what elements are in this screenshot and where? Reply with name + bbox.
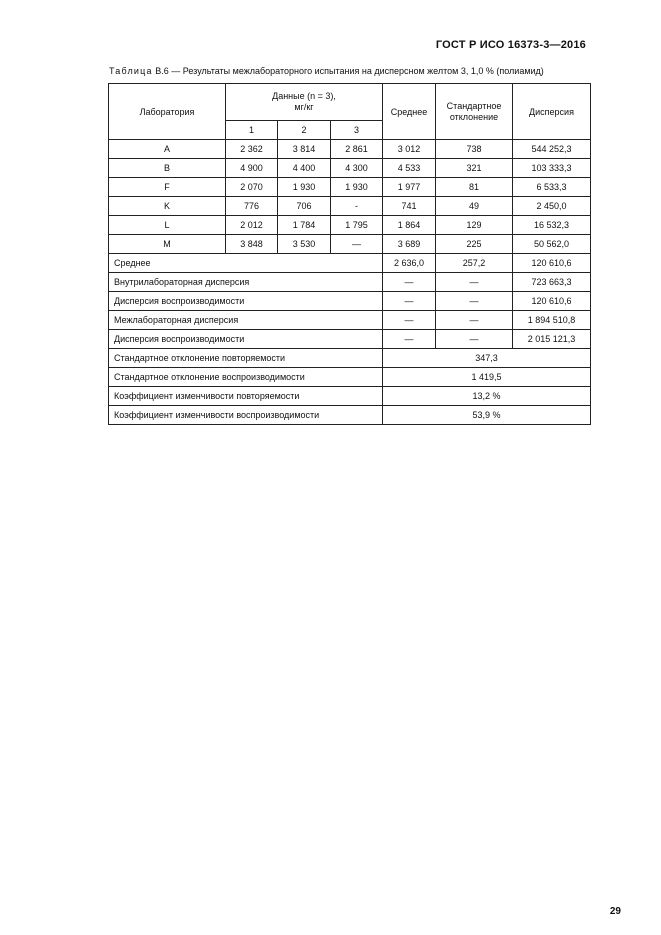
cell-mean: 3 012 — [383, 140, 436, 159]
header-std-line2: отклонение — [449, 111, 499, 122]
summary-row — [109, 292, 591, 311]
header-data-line1: Данные (n = 3), — [272, 91, 336, 101]
results-table — [108, 83, 591, 425]
cell-d1: 2 070 — [226, 178, 278, 197]
header-data — [226, 84, 383, 121]
summary-label: Межлабораторная дисперсия — [109, 311, 383, 330]
cell-sd: 129 — [436, 216, 513, 235]
header-sub-1: 1 — [226, 121, 278, 140]
cell-var: 6 533,3 — [513, 178, 591, 197]
summary-label: Внутрилабораторная дисперсия — [109, 273, 383, 292]
stat-row — [109, 406, 591, 425]
cell-lab: F — [109, 178, 226, 197]
summary-label: Дисперсия воспроизводимости — [109, 330, 383, 349]
stat-value: 13,2 % — [383, 387, 591, 406]
summary-sd: — — [436, 330, 513, 349]
document-standard-header: ГОСТ Р ИСО 16373-3—2016 — [435, 39, 586, 51]
summary-mean: — — [383, 330, 436, 349]
header-std — [436, 84, 513, 140]
cell-lab: L — [109, 216, 226, 235]
cell-d1: 4 900 — [226, 159, 278, 178]
stat-value: 1 419,5 — [383, 368, 591, 387]
header-std-line1: Стандартное — [446, 100, 502, 111]
cell-sd: 321 — [436, 159, 513, 178]
cell-sd: 738 — [436, 140, 513, 159]
table-row — [109, 216, 591, 235]
summary-sd: 257,2 — [436, 254, 513, 273]
caption-label: Таблица — [109, 66, 153, 76]
header-row-main — [109, 84, 591, 121]
cell-d1: 776 — [226, 197, 278, 216]
cell-d2: 1 784 — [278, 216, 331, 235]
summary-var: 723 663,3 — [513, 273, 591, 292]
cell-d1: 2 362 — [226, 140, 278, 159]
stat-label: Коэффициент изменчивости воспроизводимости — [109, 406, 383, 425]
summary-var: 1 894 510,8 — [513, 311, 591, 330]
caption-number: В.6 — [155, 66, 169, 76]
table-row — [109, 159, 591, 178]
summary-sd: — — [436, 292, 513, 311]
cell-sd: 49 — [436, 197, 513, 216]
cell-d1: 3 848 — [226, 235, 278, 254]
cell-d2: 3 814 — [278, 140, 331, 159]
cell-d2: 706 — [278, 197, 331, 216]
summary-row — [109, 330, 591, 349]
stat-value: 347,3 — [383, 349, 591, 368]
cell-mean: 3 689 — [383, 235, 436, 254]
cell-d2: 4 400 — [278, 159, 331, 178]
header-mean: Среднее — [383, 84, 436, 140]
summary-row — [109, 311, 591, 330]
stat-label: Стандартное отклонение воспроизводимости — [109, 368, 383, 387]
summary-row — [109, 273, 591, 292]
cell-lab: A — [109, 140, 226, 159]
page-number: 29 — [609, 906, 621, 917]
table-caption — [109, 66, 544, 76]
cell-mean: 741 — [383, 197, 436, 216]
summary-sd: — — [436, 273, 513, 292]
cell-var: 16 532,3 — [513, 216, 591, 235]
cell-sd: 225 — [436, 235, 513, 254]
cell-mean: 1 977 — [383, 178, 436, 197]
summary-label: Дисперсия воспроизводимости — [109, 292, 383, 311]
cell-mean: 4 533 — [383, 159, 436, 178]
cell-lab: M — [109, 235, 226, 254]
summary-var: 2 015 121,3 — [513, 330, 591, 349]
header-data-line2: мг/кг — [294, 102, 314, 112]
summary-sd: — — [436, 311, 513, 330]
cell-lab: K — [109, 197, 226, 216]
stat-label: Стандартное отклонение повторяемости — [109, 349, 383, 368]
caption-text: — Результаты межлабораторного испытания на дисперсном желтом 3, 1,0 % (полиамид) — [171, 66, 544, 76]
cell-d3: 1 795 — [331, 216, 383, 235]
cell-var: 103 333,3 — [513, 159, 591, 178]
cell-var: 50 562,0 — [513, 235, 591, 254]
summary-row — [109, 254, 591, 273]
cell-d2: 1 930 — [278, 178, 331, 197]
cell-var: 2 450,0 — [513, 197, 591, 216]
summary-mean: 2 636,0 — [383, 254, 436, 273]
cell-d3: 2 861 — [331, 140, 383, 159]
table-row — [109, 178, 591, 197]
cell-d1: 2 012 — [226, 216, 278, 235]
table-row — [109, 140, 591, 159]
stat-row — [109, 387, 591, 406]
header-sub-2: 2 — [278, 121, 331, 140]
cell-var: 544 252,3 — [513, 140, 591, 159]
cell-sd: 81 — [436, 178, 513, 197]
cell-lab: B — [109, 159, 226, 178]
cell-d3: 1 930 — [331, 178, 383, 197]
summary-var: 120 610,6 — [513, 292, 591, 311]
summary-label: Среднее — [109, 254, 383, 273]
cell-mean: 1 864 — [383, 216, 436, 235]
header-variance: Дисперсия — [513, 84, 591, 140]
header-laboratory: Лаборатория — [109, 84, 226, 140]
stat-label: Коэффициент изменчивости повторяемости — [109, 387, 383, 406]
summary-mean: — — [383, 311, 436, 330]
summary-var: 120 610,6 — [513, 254, 591, 273]
cell-d3: — — [331, 235, 383, 254]
summary-mean: — — [383, 273, 436, 292]
header-sub-3: 3 — [331, 121, 383, 140]
cell-d3: 4 300 — [331, 159, 383, 178]
cell-d2: 3 530 — [278, 235, 331, 254]
summary-mean: — — [383, 292, 436, 311]
table-row — [109, 197, 591, 216]
table-row — [109, 235, 591, 254]
cell-d3: - — [331, 197, 383, 216]
stat-value: 53,9 % — [383, 406, 591, 425]
stat-row — [109, 349, 591, 368]
stat-row — [109, 368, 591, 387]
